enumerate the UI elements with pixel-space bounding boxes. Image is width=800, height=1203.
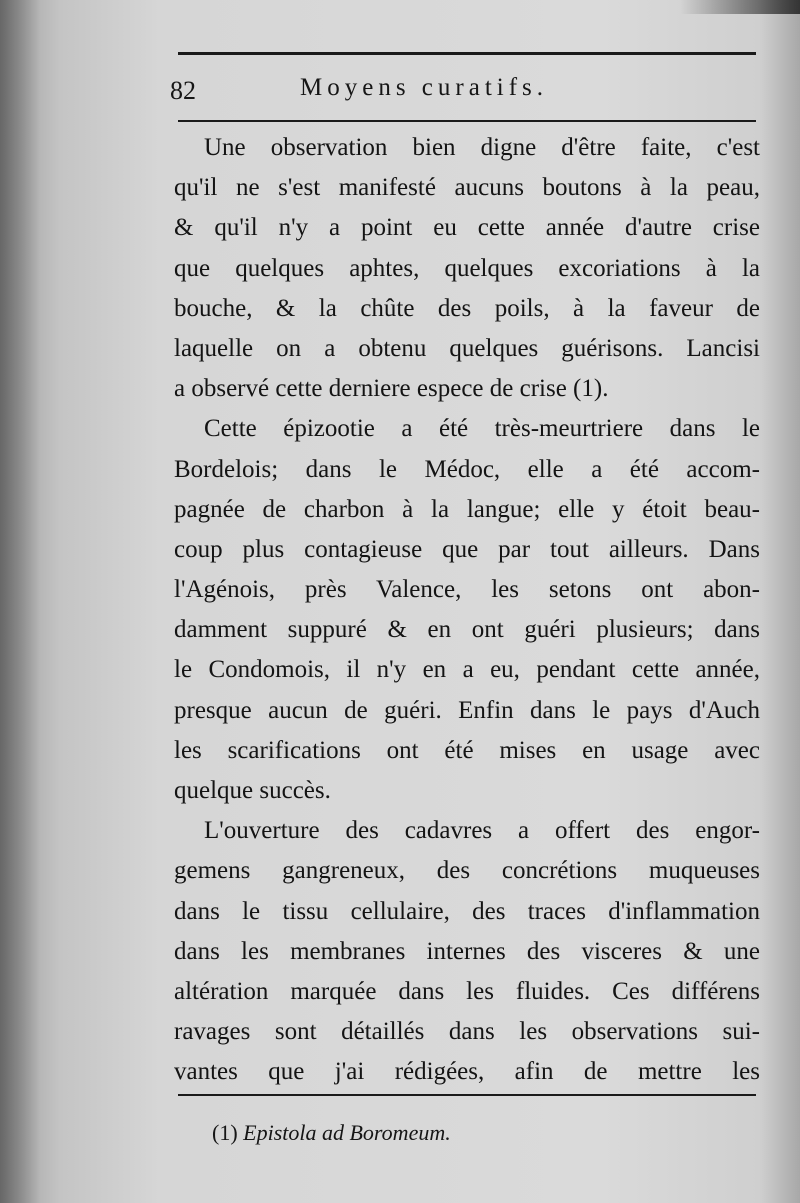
footnote-text: Epistola ad Boromeum. — [243, 1120, 451, 1145]
text-line: vantes que j'ai rédigées, afin de mettre les — [174, 1058, 760, 1086]
text-line: Cette épizootie a été très-meurtriere dans le — [204, 415, 760, 443]
running-head: Moyens curatifs. — [300, 74, 549, 101]
text-line: coup plus contagieuse que par tout ailleurs. Dans — [174, 535, 760, 563]
text-line: ravages sont détaillés dans les observations sui- — [174, 1018, 760, 1046]
text-line: altération marquée dans les fluides. Ces différens — [174, 977, 760, 1005]
text-line: dans le tissu cellulaire, des traces d'inflammation — [174, 897, 760, 925]
text-line: qu'il ne s'est manifesté aucuns boutons à la peau, — [174, 174, 760, 202]
page-edge-shadow — [680, 0, 800, 14]
text-line: presque aucun de guéri. Enfin dans le pays d'Auch — [174, 696, 760, 724]
header-bottom-rule — [178, 120, 756, 122]
gutter-shadow — [0, 0, 40, 1203]
page-number: 82 — [170, 76, 196, 105]
footnote — [212, 1120, 451, 1146]
body-text — [174, 128, 760, 1093]
text-line: pagnée de charbon à la langue; elle y étoit beau- — [174, 495, 760, 523]
text-line: bouche, & la chûte des poils, à la faveur de — [174, 294, 760, 322]
header-top-rule — [178, 52, 756, 55]
text-line: laquelle on a obtenu quelques guérisons. Lancisi — [174, 334, 760, 362]
text-line: Bordelois; dans le Médoc, elle a été accom- — [174, 455, 760, 483]
text-line: dans les membranes internes des visceres & une — [174, 937, 760, 965]
text-line: a observé cette derniere espece de crise (1). — [174, 375, 609, 403]
text-line: damment suppuré & en ont guéri plusieurs; dans — [174, 616, 760, 644]
page-header — [170, 68, 760, 108]
footnote-rule — [178, 1094, 756, 1096]
text-line: L'ouverture des cadavres a offert des engor- — [204, 817, 760, 845]
text-line: Une observation bien digne d'être faite, c'est — [204, 134, 760, 161]
text-line: quelque succès. — [174, 777, 331, 804]
footnote-ref: (1) — [212, 1120, 244, 1145]
text-line: les scarifications ont été mises en usage avec — [174, 736, 760, 764]
text-line: que quelques aphtes, quelques excoriations à la — [174, 254, 760, 282]
text-line: & qu'il n'y a point eu cette année d'autre crise — [174, 214, 760, 242]
text-line: l'Agénois, près Valence, les setons ont abon- — [174, 576, 760, 604]
text-line: le Condomois, il n'y en a eu, pendant cette année, — [174, 656, 760, 684]
text-line: gemens gangreneux, des concrétions muqueuses — [174, 857, 760, 885]
